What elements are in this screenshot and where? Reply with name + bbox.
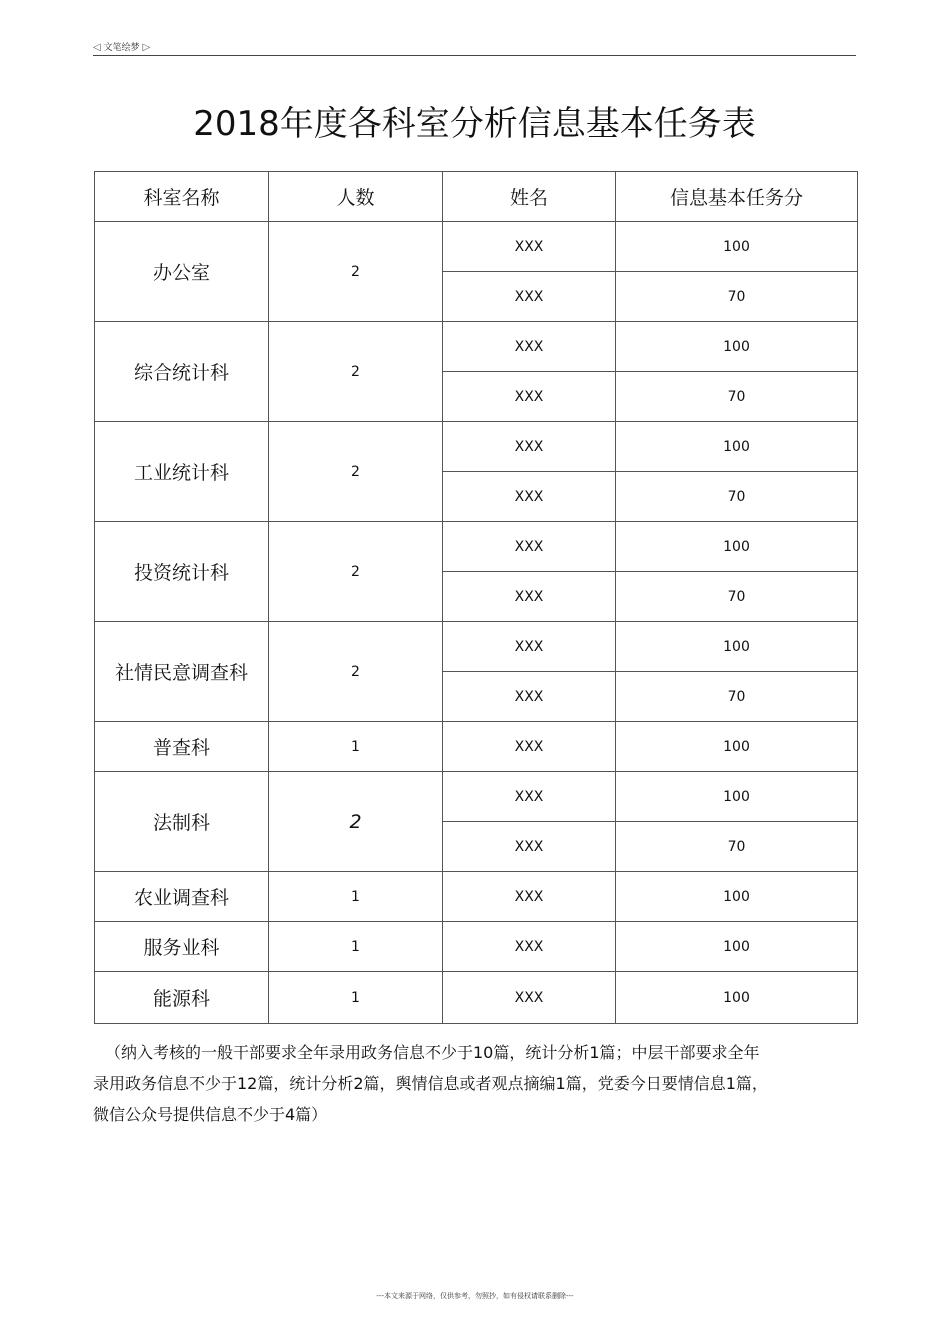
- table-row: [95, 922, 858, 972]
- task-score: 70: [616, 272, 858, 322]
- task-score: 100: [616, 772, 858, 822]
- dept-name: 法制科: [95, 772, 269, 872]
- person-name: XXX: [443, 922, 616, 972]
- person-name: XXX: [443, 472, 616, 522]
- dept-name: 社情民意调查科: [95, 622, 269, 722]
- left-triangle-icon: ◁: [93, 42, 101, 53]
- note-line: 录用政务信息不少于12篇，统计分析2篇，舆情信息或者观点摘编1篇，党委今日要情信息1篇，: [93, 1074, 768, 1093]
- person-name: XXX: [443, 572, 616, 622]
- task-table: [94, 171, 858, 1024]
- task-score: 70: [616, 672, 858, 722]
- header-divider: [93, 55, 856, 56]
- table-row: [95, 872, 858, 922]
- dept-name: 农业调查科: [95, 872, 269, 922]
- dept-count: 2: [269, 322, 443, 422]
- task-score: 70: [616, 572, 858, 622]
- dept-count: 2: [269, 222, 443, 322]
- task-score: 100: [616, 722, 858, 772]
- note-line: （纳入考核的一般干部要求全年录用政务信息不少于10篇，统计分析1篇；中层干部要求全年: [105, 1043, 760, 1062]
- person-name: XXX: [443, 872, 616, 922]
- task-score: 70: [616, 372, 858, 422]
- person-name: XXX: [443, 622, 616, 672]
- person-name: XXX: [443, 372, 616, 422]
- table-row: [95, 322, 858, 372]
- dept-count: 1: [269, 872, 443, 922]
- page-footer: ---本文来源于网络，仅供参考，勿照抄，如有侵权请联系删除---: [376, 1292, 574, 1300]
- task-score: 100: [616, 322, 858, 372]
- header-score: 信息基本任务分: [616, 172, 858, 222]
- dept-name: 投资统计科: [95, 522, 269, 622]
- dept-name: 综合统计科: [95, 322, 269, 422]
- header-count: 人数: [269, 172, 443, 222]
- note-line: 微信公众号提供信息不少于4篇）: [93, 1105, 328, 1124]
- header-brand: 文笔绘梦: [103, 43, 140, 53]
- dept-count: 2: [269, 772, 443, 872]
- table-row: [95, 522, 858, 572]
- table-row: [95, 972, 858, 1024]
- task-score: 100: [616, 922, 858, 972]
- table-row: [95, 622, 858, 672]
- dept-name: 能源科: [95, 972, 269, 1024]
- task-score: 100: [616, 972, 858, 1024]
- table-row: [95, 722, 858, 772]
- task-score: 100: [616, 422, 858, 472]
- dept-count: 1: [269, 722, 443, 772]
- page-title: 2018年度各科室分析信息基本任务表: [193, 104, 756, 144]
- person-name: XXX: [443, 822, 616, 872]
- person-name: XXX: [443, 672, 616, 722]
- table-row: [95, 422, 858, 472]
- dept-count: 2: [269, 522, 443, 622]
- task-score: 70: [616, 822, 858, 872]
- dept-name: 办公室: [95, 222, 269, 322]
- requirements-note: [93, 1037, 859, 1130]
- header-name: 姓名: [443, 172, 616, 222]
- dept-count: 2: [269, 622, 443, 722]
- person-name: XXX: [443, 422, 616, 472]
- header-dept: 科室名称: [95, 172, 269, 222]
- dept-name: 工业统计科: [95, 422, 269, 522]
- task-score: 70: [616, 472, 858, 522]
- table-row: [95, 222, 858, 272]
- person-name: XXX: [443, 972, 616, 1024]
- table-header-row: [95, 172, 858, 222]
- person-name: XXX: [443, 772, 616, 822]
- right-triangle-icon: ▷: [142, 42, 151, 53]
- dept-count: 2: [269, 422, 443, 522]
- person-name: XXX: [443, 272, 616, 322]
- task-score: 100: [616, 522, 858, 572]
- person-name: XXX: [443, 722, 616, 772]
- person-name: XXX: [443, 322, 616, 372]
- table-row: [95, 772, 858, 822]
- task-score: 100: [616, 872, 858, 922]
- dept-name: 服务业科: [95, 922, 269, 972]
- page-header: [93, 40, 856, 54]
- task-score: 100: [616, 622, 858, 672]
- person-name: XXX: [443, 522, 616, 572]
- task-score: 100: [616, 222, 858, 272]
- person-name: XXX: [443, 222, 616, 272]
- dept-name: 普查科: [95, 722, 269, 772]
- dept-count: 1: [269, 922, 443, 972]
- dept-count: 1: [269, 972, 443, 1024]
